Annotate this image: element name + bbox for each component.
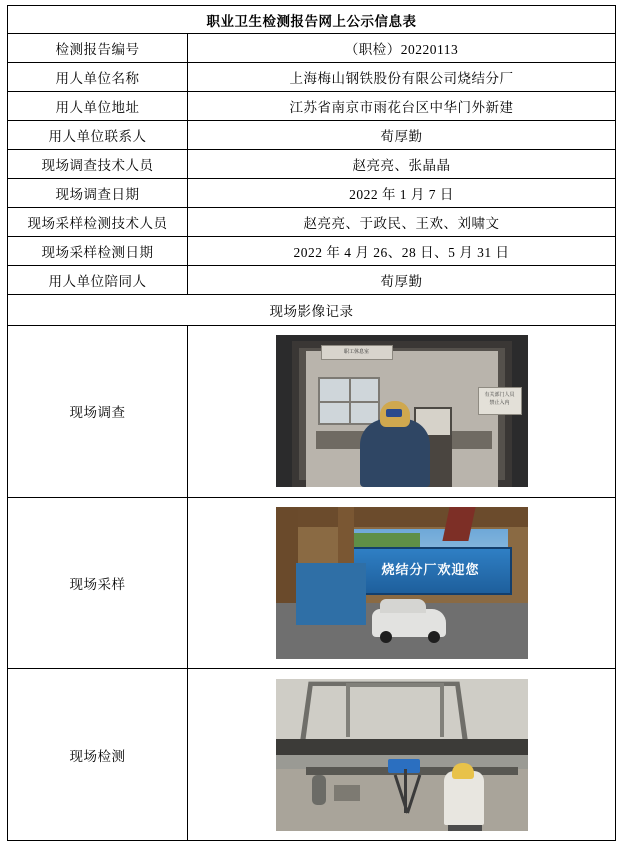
photo-row-survey bbox=[8, 326, 616, 498]
photo-wrap-survey bbox=[188, 326, 615, 497]
table-row bbox=[8, 237, 616, 266]
table-row bbox=[8, 121, 616, 150]
row-value-company-contact: 荀厚勤 bbox=[188, 121, 616, 150]
photo-steel-truss-inner bbox=[346, 683, 444, 737]
photo-label-detection: 现场检测 bbox=[8, 669, 188, 841]
table-row bbox=[8, 208, 616, 237]
row-label-sampling-date: 现场采样检测日期 bbox=[8, 237, 188, 266]
row-label-sampling-staff: 现场采样检测技术人员 bbox=[8, 208, 188, 237]
photo-cell-sampling bbox=[188, 497, 616, 669]
row-value-company-address: 江苏省南京市雨花台区中华门外新建 bbox=[188, 92, 616, 121]
photo-billboard bbox=[350, 547, 512, 595]
table-row bbox=[8, 266, 616, 295]
page-title: 职业卫生检测报告网上公示信息表 bbox=[8, 6, 616, 34]
photo-worker-body bbox=[444, 771, 484, 825]
photo-dark-beam bbox=[276, 739, 528, 755]
row-value-sampling-date: 2022 年 4 月 26、28 日、5 月 31 日 bbox=[188, 237, 616, 266]
row-value-sampling-staff: 赵亮亮、于政民、王欢、刘啸文 bbox=[188, 208, 616, 237]
photo-room-banner: 职工休息室 bbox=[321, 345, 393, 360]
photo-blue-wall bbox=[296, 563, 366, 625]
photo-van-wheel-front bbox=[380, 631, 392, 643]
row-label-accompanying-person: 用人单位陪同人 bbox=[8, 266, 188, 295]
photo-window bbox=[318, 377, 380, 425]
photo-label-sampling: 现场采样 bbox=[8, 497, 188, 669]
row-label-company-address: 用人单位地址 bbox=[8, 92, 188, 121]
table-row bbox=[8, 92, 616, 121]
table-row bbox=[8, 34, 616, 63]
table-row bbox=[8, 179, 616, 208]
row-value-survey-date: 2022 年 1 月 7 日 bbox=[188, 179, 616, 208]
table-row bbox=[8, 150, 616, 179]
section-header-row bbox=[8, 295, 616, 326]
photo-label-survey: 现场调查 bbox=[8, 326, 188, 498]
photo-cell-survey bbox=[188, 326, 616, 498]
row-label-company-contact: 用人单位联系人 bbox=[8, 121, 188, 150]
photo-worker-helmet bbox=[452, 763, 474, 779]
photo-survey-image bbox=[276, 335, 528, 487]
photo-top-beam bbox=[276, 507, 528, 527]
row-label-company-name: 用人单位名称 bbox=[8, 63, 188, 92]
row-label-survey-date: 现场调查日期 bbox=[8, 179, 188, 208]
row-label-report-no: 检测报告编号 bbox=[8, 34, 188, 63]
row-value-accompanying-person: 荀厚勤 bbox=[188, 266, 616, 295]
photo-sampling-image bbox=[276, 507, 528, 659]
photo-tripod bbox=[404, 769, 407, 813]
public-notice-table bbox=[7, 5, 616, 841]
section-header-image-record: 现场影像记录 bbox=[8, 295, 616, 326]
row-label-survey-staff: 现场调查技术人员 bbox=[8, 150, 188, 179]
title-row bbox=[8, 6, 616, 34]
photo-helmet-badge bbox=[386, 409, 402, 417]
photo-row-detection bbox=[8, 669, 616, 841]
table-row bbox=[8, 63, 616, 92]
row-value-report-no: （职检）20220113 bbox=[188, 34, 616, 63]
photo-person-body bbox=[360, 419, 430, 487]
photo-second-person bbox=[312, 775, 326, 805]
photo-equipment-box bbox=[334, 785, 360, 801]
photo-van-wheel-rear bbox=[428, 631, 440, 643]
photo-wrap-detection bbox=[188, 669, 615, 840]
photo-row-sampling bbox=[8, 497, 616, 669]
row-value-survey-staff: 赵亮亮、张晶晶 bbox=[188, 150, 616, 179]
photo-billboard-text: 烧结分厂欢迎您 bbox=[381, 561, 480, 577]
photo-detection-image bbox=[276, 679, 528, 831]
photo-wrap-sampling bbox=[188, 498, 615, 669]
row-value-company-name: 上海梅山钢铁股份有限公司烧结分厂 bbox=[188, 63, 616, 92]
photo-wall-sign: 有关部门人员 禁止入内 bbox=[478, 387, 522, 415]
photo-cell-detection bbox=[188, 669, 616, 841]
